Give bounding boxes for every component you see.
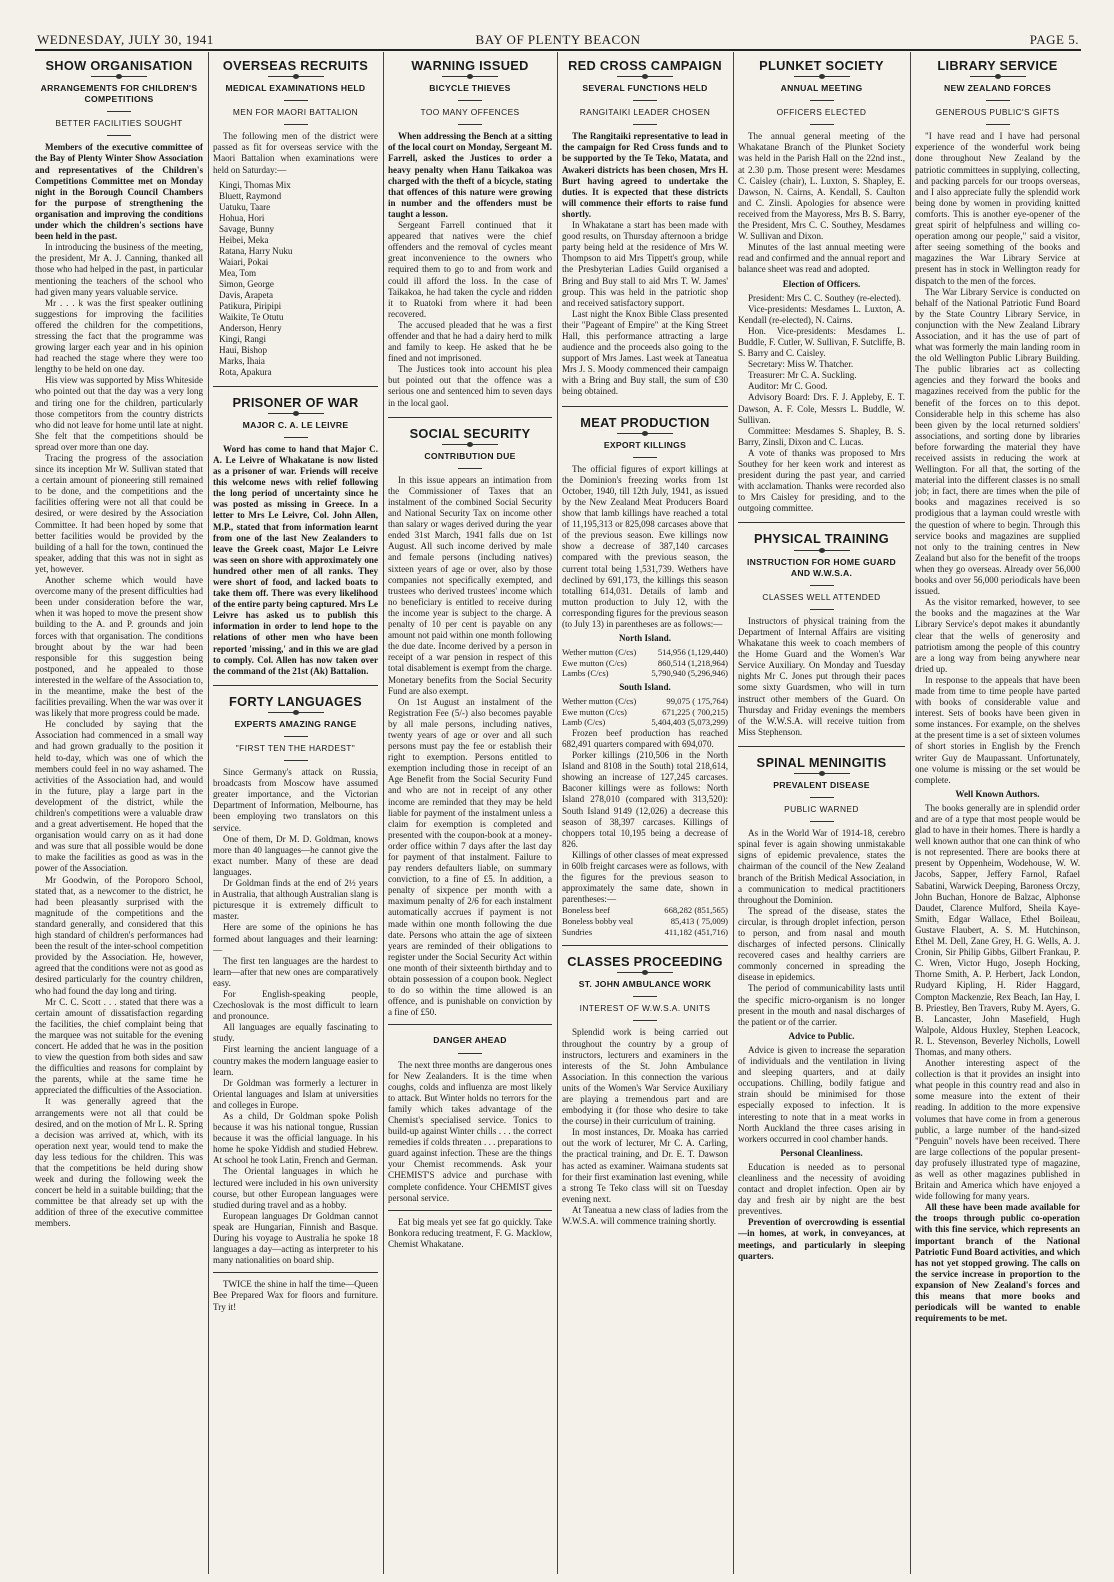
row-label: Sundries	[562, 926, 593, 937]
row-value: 5,404,403 (5,073,299)	[651, 717, 728, 728]
paragraph: Auditor: Mr C. Good.	[748, 381, 828, 392]
short-rule	[633, 1020, 657, 1021]
paragraph: All these have been made available for the troops through public co-operation with this fine service, which represents an important branch of the National Patriotic Fund Board activities, and which has not yet stopped growing. The calls on the service increase in proportion to the expansion of New Zealand's forces and this means that more books and periodicals will be wanted to enable requirements to be met.	[915, 1202, 1080, 1324]
article-subdeck: "FIRST TEN THE HARDEST"	[235, 743, 356, 753]
page-number: PAGE 5.	[1029, 32, 1079, 47]
short-rule	[284, 760, 308, 761]
row-label: Ewe mutton (C/cs)	[562, 657, 627, 668]
paragraph: Dr Goldman was formerly a lecturer in Oriental languages and Islam at universities and colleges in Europe.	[213, 1077, 378, 1110]
paragraph: Porker killings (210,506 in the North Island and 8108 in the South) total 218,614, showing an increase of 127,245 carcases. Baconer killings were as follows: North Island 278,010 (compared with 313,520): South Island 9149 (12,026) a decrease this season of 38,397 carcases. Killings of choppers total 10,195 being a decrease of 826.	[562, 750, 728, 849]
table-row	[562, 717, 728, 728]
ornament-rule	[268, 413, 324, 414]
paragraph: Tracing the progress of the association since its inception Mr W. Sullivan stated that a certain amount of pioneering still remained to be done, and the competitions and the facilities offering were not all that could be desired, or were desired by the Association Committee. It had been hoped by some that better facilities would be provided by the building of a hall for the town, continued the speaker, adding that this was not in sight as yet, however.	[35, 453, 203, 574]
short-rule	[810, 100, 834, 101]
paragraph: As a child, Dr Goldman spoke Polish because it was his national tongue, Russian because it was the official language. In his home he spoke Yiddish and studied Hebrew. At school he took Latin, French and German.	[213, 1111, 378, 1166]
short-rule	[458, 100, 482, 101]
advert-text: Eat big meals yet see fat go quickly. Take Bonkora reducing treatment, F. G. Macklow, Chemist Whakatane.	[388, 1216, 552, 1249]
paragraph: Prevention of overcrowding is essential—in homes, at work, in conveyances, at meetings, and particularly in sleeping quarters.	[738, 1217, 905, 1261]
article-headline: PRISONER OF WAR	[213, 386, 378, 408]
article-lead: Members of the executive committee of the Bay of Plenty Winter Show Association and representatives of the Children's Competitions Committee met on Monday night in the Borough Council Chambers for the purpose of strengthening the organisation and improving the conditions under which the children's sections have been held in the past.	[35, 142, 203, 242]
list-item: Hohua, Hori	[219, 212, 265, 223]
article-lead: When addressing the Bench at a sitting of the local court on Monday, Sergeant M. Farrell, asked the Justices to order a heavy penalty when Hanu Taikakoa was charged with the theft of a bicycle, stating that offences of this nature were growing in number and the offenders must be taught a lesson.	[388, 131, 552, 219]
article-headline: CLASSES PROCEEDING	[562, 945, 728, 967]
short-rule	[986, 124, 1010, 125]
table-row	[562, 696, 728, 707]
article-headline: WARNING ISSUED	[411, 58, 529, 73]
row-value: 860,514 (1,218,964)	[657, 657, 728, 668]
paragraph: In most instances, Dr. Moaka has carried out the work of lecturer, Mr C. A. Carling, the practical training, and Dr. E. T. Dawson has acted as examiner. Waimana students sat for their first examination last evening, while a strong Te Teko class will sit on Tuesday evening next.	[562, 1127, 728, 1204]
advertisement	[388, 1210, 552, 1250]
row-value: 85,413 ( 75,009)	[670, 915, 728, 926]
list-item: Davis, Arapeta	[219, 289, 274, 300]
list-item: Kingi, Rangi	[219, 333, 266, 344]
advert-text: The next three months are dangerous ones for New Zealanders. It is the time when coughs, colds and influenza are most likely to attack. But Winter holds no terrors for the family which takes advantage of the Chemist's specialised service. Tonics to build-up against Winter chills . . . the correct remedies if colds threaten . . . preparations to guard against infection. These are the things your Chemist recommends. Ask your CHEMIST'S advice and purchase with complete confidence. Your CHEMIST gives personal service.	[388, 1059, 552, 1203]
paragraph: Secretary: Miss W. Thatcher.	[748, 359, 854, 370]
ornament-rule	[794, 773, 850, 774]
paragraph: The spread of the disease, states the circular, is through droplet infection, person to person, and from nasal and mouth discharges of infected persons. Clinically recovered cases and healthy carriers are commonly concerned in spreading the disease in epidemics.	[738, 905, 905, 983]
paragraph: Frozen beef production has reached 682,491 quarters compared with 694,070.	[562, 727, 728, 749]
short-rule	[810, 585, 834, 586]
paragraph: The first ten languages are the hardest to learn—after that new ones are comparatively easy.	[213, 955, 378, 988]
row-label: Lamb (C/cs)	[562, 717, 606, 728]
article-subdeck: OFFICERS ELECTED	[776, 107, 867, 118]
paragraph: Last night the Knox Bible Class presented their "Pageant of Empire" at the King Street Hall, this performance attracting a large audience and the proceeds also going to the support of Mrs James. Last week at Taneatua Mrs J. S. Moody commenced their campaign with a Bring and Buy stall, the sum of £30 being obtained.	[562, 308, 728, 397]
paragraph: Hon. Vice-presidents: Mesdames L. Buddle, F. Cutler, W. Sullivan, F. Sutcliffe, B. S. Barry and C. Caisley.	[738, 325, 905, 359]
list-item: Waiari, Pokai	[219, 256, 269, 267]
short-rule	[633, 996, 657, 997]
list-item: Marks, Ihaia	[219, 355, 265, 366]
column-rule	[910, 52, 911, 1574]
ornament-rule	[617, 433, 673, 434]
table-row	[562, 927, 728, 938]
table-row	[562, 916, 728, 927]
paragraph: His view was supported by Miss Whiteside who pointed out that the day was a very long and tiring one for the children, particularly those competitors from the country districts who did not leave for home until late at night. She felt that the competitions should be spread over more than one day.	[35, 375, 203, 452]
paragraph: In this issue appears an intimation from the Commissioner of Taxes that an instalment of the combined Social Security and National Security Tax on income other than salary or wages derived during the year ended 31st March, 1941 falls due on 1st August. All such income derived by male and female persons (including natives) sixteen years of age or over, also by those companies not specifically exempted, and trustees who derived trustees' income which no beneficiary is entitled to receive during the income year is subject to the charge. A penalty of 10 per cent is payable on any amount not paid within one month following the due date. Income derived by a person in receipt of a war pension in respect of this total disablement is exempt from the charge. Monetary benefits from the Social Security Fund are also exempt.	[388, 474, 552, 696]
paragraph: Dr Goldman finds at the end of 2½ years in Australia, that although Australian slang is picturesque it is extremely difficult to master.	[213, 878, 378, 922]
short-rule	[107, 135, 131, 136]
list-item: Bluett, Raymond	[219, 190, 282, 201]
row-label: Lambs (C/cs)	[562, 668, 609, 679]
row-value: 5,790,940 (5,296,946)	[651, 668, 728, 679]
article-subdeck: RANGITAIKI LEADER CHOSEN	[579, 107, 711, 118]
article-subdeck: PUBLIC WARNED	[784, 804, 859, 815]
paragraph: First learning the ancient language of a country makes the modern language easier to learn.	[213, 1044, 378, 1077]
article-deck: ARRANGEMENTS FOR CHILDREN'S COMPETITIONS	[40, 83, 198, 105]
ornament-rule	[91, 76, 147, 77]
paragraph: Advisory Board: Drs. F. J. Appleby, E. T. Dawson, A. F. Cole, Messrs L. Buddle, W. Sullivan.	[738, 392, 905, 425]
paragraph: Education is needed as to personal cleanliness and the necessity of avoiding contact and droplet infection. Open air by day and fresh air by night are the best preventives.	[738, 1161, 905, 1217]
row-value: 99,075 ( 175,764)	[666, 696, 728, 707]
ornament-rule	[794, 76, 850, 77]
column-rule	[383, 52, 384, 1574]
article-headline: SHOW ORGANISATION	[45, 58, 193, 73]
paragraph: One of them, Dr M. D. Goldman, knows more than 40 languages—he cannot give the exact number. Many of these are dead languages.	[213, 833, 378, 877]
section-subhead: Personal Cleanliness.	[780, 1147, 863, 1158]
paragraph: The accused pleaded that he was a first offender and that he had a dairy herd to milk and family to keep. He asked that he be fined and not imprisoned.	[388, 319, 552, 364]
ornament-rule	[268, 76, 324, 77]
section-subhead: Well Known Authors.	[955, 788, 1040, 799]
ornament-rule	[268, 712, 324, 713]
paragraph: At Taneatua a new class of ladies from the W.W.S.A. will commence training shortly.	[562, 1204, 728, 1227]
article-headline: PLUNKET SOCIETY	[759, 58, 884, 73]
paragraph: Killings of other classes of meat expressed in 60lb freight carcases were as follows, with the figures for the previous season to approximately the same date, shown in parentheses:—	[562, 849, 728, 905]
article-deck: CONTRIBUTION DUE	[424, 450, 516, 461]
article-headline: OVERSEAS RECRUITS	[222, 58, 369, 73]
paragraph: As in the World War of 1914-18, cerebro spinal fever is again showing unmistakable signs of epidemic prevalence, states the chairman of the council of the New Zealand branch of the British Medical Association, in a communication to medical practitioners throughout the Dominion.	[738, 828, 905, 905]
list-item: Ratana, Harry Nuku	[219, 245, 293, 256]
column-rule	[208, 52, 209, 1574]
article-subdeck: BETTER FACILITIES SOUGHT	[55, 118, 183, 129]
article-headline: PHYSICAL TRAINING	[738, 522, 905, 544]
short-rule	[810, 609, 834, 610]
other-meat-table	[562, 905, 728, 937]
paragraph: Advice is given to increase the separation of individuals and the ventilation in living and sleeping quarters, and at daily occupations. Chilling, bodily fatigue and strain should be minimised for those especially exposed to infection. It is interesting to note that in a meat works in North Auckland the three cases arising in workers occurred in cool chamber hands.	[738, 1044, 905, 1144]
paragraph: Another scheme which would have overcome many of the present difficulties had been under consideration before the war, when it was hoped to move the present show building to the A. and P. grounds and join forces with that organisation. The conditions brought about by the war had been responsible for this suggestion being postponed, and he appealed to those interested in the welfare of the Association to, in the meantime, make the best of the facilities prevailing. When the war was over it was likely that more progress could be made.	[35, 575, 203, 719]
row-label: Ewe mutton (C/cs)	[562, 706, 627, 717]
paragraph: For English-speaking people, Czechoslovak is the most difficult to learn and pronounce.	[213, 988, 378, 1022]
article-deck: MEDICAL EXAMINATIONS HELD	[225, 83, 366, 94]
short-rule	[284, 736, 308, 737]
short-rule	[633, 100, 657, 101]
article-subdeck: TOO MANY OFFENCES	[420, 107, 520, 118]
paragraph: The books generally are in splendid order and are of a type that most people would be glad to have in their homes. There is hardly a well known author that one can think of who is not represented. There are books there at present by Oppenheim, Wodehouse, W. W. Jacobs, Sapper, Jeffery Farnol, Rafael Sabatini, Warwick Deeping, Baroness Orczy, John Buchan, Honore de Balzac, Alphonse Daudet, Clarence Mulford, Sheila Kaye-Smith, Edgar Wallace, Ethel Boileau, Gustave Flaubert, A. S. M. Hutchinson, Ethel M. Dell, Zane Grey, H. G. Wells, A. J. Cronin, Sir Philip Gibbs, Gilbert Frankau, P. C. Wren, Victor Hugo, Joseph Hocking, Thorne Smith, A. P. Herbert, Jack London, Rudyard Kipling, H. Rider Haggard, Compton Mackenzie, Rex Beach, Ian Hay, I. B. Priestley, Ben Travers, Ruby M. Ayers, G. B. Lancaster, John Masefield, Hugh Walpole, Aldous Huxley, Stephen Leacock, R. L. Stevenson, Beverley Nicholls, Lowell Thomas, and many others.	[915, 802, 1080, 1057]
article-deck: SEVERAL FUNCTIONS HELD	[582, 83, 708, 94]
paragraph: The War Library Service is conducted on behalf of the National Patriotic Fund Board by the State Country Library Service, in conjunction with the New Zealand Library Association, and it has the use of part of what was formerly the main landing room in the old Wellington Public Library Building. The public libraries act as collecting agencies and they forward the books and magazines received from the public for the benefit of the forces on to this depot. Considerable help in this scheme has also been given by the local returned soldiers' associations, and sorting done by libraries before forwarding the material they have received assists in reducing the work at Wellington. For all that, the sorting of the material into the different classes is no small job; in fact, there are times when the pile of books and magazines received is so prodigious that a layman could wrestle with the question of where to begin. Through this service books and magazines are supplied not only to the training centres in New Zealand but also for the benefit of the troops when they go overseas. Already over 56,000 books and over 56,000 periodicals have been issued.	[915, 286, 1080, 597]
paragraph: The period of communicability lasts until the specific micro-organism is no longer present in the mouth and nasal discharges of the patient or of the carrier.	[738, 983, 905, 1027]
column-rule	[557, 52, 558, 1574]
article-headline: MEAT PRODUCTION	[562, 406, 728, 428]
row-value: 411,182 (451,716)	[664, 926, 728, 937]
masthead	[35, 31, 1081, 51]
paragraph: The following men of the district were passed as fit for overseas service with the Maori Battalion when examinations were held on Saturday:—	[213, 131, 378, 175]
paragraph: On 1st August an instalment of the Registration Fee (5/-) also becomes payable by all male persons, including natives, twenty years of age or over and all such persons must pay the fee or establish their right to exemption. Persons entitled to exemption including those in receipt of an Age Benefit from the Social Security Fund and who are not in receipt of any other income are reminded that they may be held liable for payment of the instalment unless a claim for exemption is completed and presented with the coupon-book at a money-order office within 7 days after the last day for payment of that instalment. Failure to pay renders defaulters liable, on summary conviction, to a fine of £5. In addition, a penalty of sixpence per month with a maximum penalty of 2/6 for each instalment automatically accrues if payment is not made within one month following the due date. Persons who attain the age of sixteen years are reminded of their obligations to register under the Social Security Act within one month of their sixteenth birthday and to obtain possession of a coupon book. Neglect to do so within the time allowed is an offence, and is punishable on conviction by a fine of £50.	[388, 696, 552, 1018]
article-headline: RED CROSS CAMPAIGN	[568, 58, 722, 73]
list-item: Uatuku, Taare	[219, 201, 271, 212]
table-row	[562, 707, 728, 718]
paragraph: Minutes of the last annual meeting were read and confirmed and the annual report and balance sheet was read and adopted.	[738, 242, 905, 275]
section-subhead: Advice to Public.	[788, 1030, 855, 1041]
south-island-table	[562, 696, 728, 728]
paragraph: All languages are equally fascinating to study.	[213, 1022, 378, 1044]
article-deck: EXPERTS AMAZING RANGE	[234, 718, 357, 729]
paragraph: Committee: Mesdames S. Shapley, B. S. Barry, Zinsli, Dixon and C. Lucas.	[738, 425, 905, 447]
paragraph: The annual general meeting of the Whakatane Branch of the Plunket Society was held in the Parish Hall on the 22nd inst., at 2.30 p.m. Those present were: Mesdames C. Caisley (chair), L. Luxton, S. Shapley, E. Dawson, N. Cairns, A. Kendall, S. Caulton and C. Zinsli. Apologies for absence were received from the Mayoress, Mrs B. S. Barry, the President, Mrs C. C. Southey, Mesdames W. Sullivan and Dixon.	[738, 131, 905, 242]
paragraph: Mr C. C. Scott . . . stated that there was a certain amount of dissatisfaction regarding the facilities, the chief complaint being that the marquee was not suitable for the evening concert. He added that he was in the position to view the question from both sides and saw the difficulties and reasons for complaint by the parents, while at the same time he appreciated the difficulties of the Association.	[35, 996, 203, 1096]
short-rule	[633, 124, 657, 125]
paragraph: European languages Dr Goldman cannot speak are Hungarian, Finnish and Basque. During his voyage to Australia he spoke 18 languages a day—acting as interpreter to his many nationalities on board ship.	[213, 1210, 378, 1266]
list-item: Kingi, Thomas Mix	[219, 179, 291, 190]
paragraph: Instructors of physical training from the Department of Internal Affairs are visiting Whakatane this week to coach members of the Home Guard and the Women's War Service Auxiliary. On Monday and Tuesday nights Mr C. Jones put through their paces some sixty Guardsmen, who will in turn instruct other members of the Guard. On Thursday and Friday evenings the members of the W.W.S.A. will receive tuition from Miss Stephenson.	[738, 615, 905, 737]
article-deck: EXPORT KILLINGS	[603, 439, 687, 450]
advertisement	[213, 1272, 378, 1312]
ornament-rule	[442, 444, 498, 445]
paragraph: In Whakatane a start has been made with good results, on Thursday afternoon a bridge party being held at the residence of Mrs W. Thompson to aid Mrs Tippett's group, while the Presbyterian Ladies Guild organised a Bring and Buy stall to aid Mrs T. W. James' group. This was held in the patriotic shop and received satisfactory support.	[562, 220, 728, 308]
article-subdeck: CLASSES WELL ATTENDED	[762, 591, 881, 602]
ornament-rule	[970, 76, 1026, 77]
article-subdeck: MEN FOR MAORI BATTALION	[232, 107, 359, 118]
newspaper-title: BAY OF PLENTY BEACON	[475, 32, 641, 47]
short-rule	[810, 124, 834, 125]
table-row	[562, 905, 728, 916]
paragraph: In response to the appeals that have been made from time to time people have parted with books of considerable value and interest. Sets of books have been given in some instances. For example, on the shelves at the present time is a set of sixteen volumes of short stories in English by the French writer Guy de Maupassant. Unfortunately, one volume is missing or the set would be complete.	[915, 674, 1080, 785]
short-rule	[458, 468, 482, 469]
table-heading: South Island.	[619, 682, 671, 692]
row-value: 514,956 (1,129,440)	[657, 647, 728, 658]
list-item: Rota, Apakura	[219, 366, 272, 377]
row-label: Boneless bobby veal	[562, 915, 634, 926]
article-deck: ANNUAL MEETING	[780, 83, 863, 94]
ornament-rule	[617, 972, 673, 973]
list-item: Waikite, Te Otutu	[219, 311, 284, 322]
table-heading: North Island.	[618, 633, 672, 644]
paragraph: Since Germany's attack on Russia, broadcasts from Moscow have assumed greater importance, and the Victorian Department of Information, Melbourne, has been employing two translators on this service.	[213, 767, 378, 833]
short-rule	[458, 1053, 482, 1054]
article-subdeck: GENEROUS PUBLIC'S GIFTS	[935, 107, 1060, 118]
paragraph: Mr . . . k was the first speaker outlining suggestions for improving the facilities offered the children for the competitions, stressing the fact that the programme was growing larger each year and in his opinion had reached the stage where they were too lengthy to be held on one day.	[35, 297, 203, 375]
article-subdeck: INTEREST OF W.W.S.A. UNITS	[579, 1003, 711, 1014]
column-show-organisation	[35, 54, 203, 1574]
paragraph: Treasurer: Mr C. A. Suckling.	[748, 370, 857, 381]
article-deck: MAJOR C. A. LE LEIVRE	[242, 419, 349, 430]
paragraph: "I have read and I have had personal experience of the wonderful work being done throughout New Zealand by the patriotic committees in supplying, collecting, and packing parcels for our troops overseas, and I also appreciate fully the splendid work being done by women in providing knitted comforts. This is another eye-opener of the great spirit of helpfulness and willing co-operation among our people," said a visitor, after seeing something of the books and magazines the War Library Service at present has in stock in Wellington ready for dispatch to the men of the forces.	[915, 131, 1080, 286]
ornament-rule	[794, 550, 850, 551]
short-rule	[633, 457, 657, 458]
short-rule	[284, 100, 308, 101]
article-headline: SPINAL MENINGITIS	[738, 746, 905, 768]
paragraph: The official figures of export killings at the Dominion's freezing works from 1st October, 1940, till 12th July, 1941, as issued by the New Zealand Meat Producers Board show that lamb killings have reached a total of 11,195,313 or 825,098 carcases above that of the previous season. Ewe killings now show a decrease of 387,140 carcases compared with the previous season, the current total being 1,531,739. Wethers have declined by 691,173, the killings this season totalling 614,031. Details of lamb and mutton production to July 12, with the corresponding figures for the previous season (to July 13) in parentheses are as follows:—	[562, 463, 728, 630]
advert-text: TWICE the shine in half the time—Queen Bee Prepared Wax for floors and furniture. Try it!	[213, 1279, 378, 1312]
short-rule	[810, 797, 834, 798]
short-rule	[284, 437, 308, 438]
table-row	[562, 668, 728, 679]
column-overseas-recruits	[213, 54, 378, 1574]
paragraph: Vice-presidents: Mesdames L. Luxton, A. Kendall (re-elected), N. Cairns.	[738, 303, 905, 325]
short-rule	[458, 124, 482, 125]
paragraph: Another interesting aspect of the collection is that it provides an insight into what people in this country read and also in some measure into the extent of their reading. In addition to the more expensive volumes that have come in from a generous public, a large number of the hand-sized "Penguin" novels have been received. There are large collections of the popular present-day profusely illustrated type of magazine, as well as other magazines published in Britain and America which have enjoyed a wide following for many years.	[915, 1058, 1080, 1202]
column-plunket-society	[738, 54, 905, 1574]
paragraph: A vote of thanks was proposed to Mrs Southey for her keen work and interest as president during the past year, and carried with acclamation. Thanks were recorded also to Mrs Caisley for presiding, and to the outgoing committee.	[738, 447, 905, 514]
ornament-rule	[617, 76, 673, 77]
ornament-rule	[442, 76, 498, 77]
issue-date: WEDNESDAY, JULY 30, 1941	[37, 32, 214, 47]
article-deck: PREVALENT DISEASE	[773, 779, 870, 790]
north-island-table	[562, 647, 728, 679]
paragraph: Splendid work is being carried out throughout the country by a group of instructors, lecturers and examiners in the interests of the St. John Ambulance Association. In this connection the various units of the Women's War Service Auxiliary are playing a tremendous part and are embodying it (for those who desire to take the course) in their curriculum of training.	[562, 1027, 728, 1127]
table-row	[562, 658, 728, 669]
paragraph: In introducing the business of the meeting, the president, Mr A. J. Canning, thanked all those who had helped in the past, in particular mentioning the teachers of the school who had given many years valuable service.	[35, 242, 203, 297]
short-rule	[810, 821, 834, 822]
list-item: Patikura, Piripipi	[219, 300, 282, 311]
list-item: Anderson, Henry	[219, 322, 282, 333]
article-deck: NEW ZEALAND FORCES	[943, 83, 1052, 94]
paragraph: President: Mrs C. C. Southey (re-elected).	[748, 292, 902, 303]
row-label: Boneless beef	[562, 905, 610, 916]
short-rule	[986, 100, 1010, 101]
list-item: Haui, Bishop	[219, 344, 267, 355]
paragraph: He concluded by saying that the Association had commenced in a small way and had grown gradually to the position it held to-day, which was one of which the members could feel in no way ashamed. The activities of the Association had, and would in the future, play a large part in the development of the district, while the children's competitions were a valuable draw and a great advertisement. He hoped that the organisation would carry on as it had done and was sure that all possible would be done to make the facilities as good as was in the power of the Association.	[35, 719, 203, 874]
article-headline: SOCIAL SECURITY	[388, 417, 552, 439]
section-subhead: Election of Officers.	[782, 278, 861, 289]
short-rule	[107, 111, 131, 112]
article-deck: BICYCLE THIEVES	[429, 83, 511, 94]
column-warning-issued	[388, 54, 552, 1574]
row-value: 671,225 ( 700,215)	[662, 706, 728, 717]
paragraph: Sergeant Farrell continued that it appeared that natives were the chief offenders and the removal of cycles meant great inconvenience to the owners who required them to go to and from work and could ill afford the loss. In the case of Taikakoa, he had taken the cycle and ridden it to Ruatoki from where it had been recovered.	[388, 220, 552, 319]
article-deck: ST. JOHN AMBULANCE WORK	[578, 979, 712, 990]
row-value: 668,282 (851,565)	[664, 905, 728, 916]
article-deck: INSTRUCTION FOR HOME GUARD AND W.W.S.A.	[746, 556, 897, 578]
article-lead: Word has come to hand that Major C. A. Le Leivre of Whakatane is now listed as a prisoner of war. Friends will receive this welcome news with relief following the long period of uncertainty since he was posted as missing in Greece. In a letter to Mrs Le Leivre, Col. John Allen, M.P., stated that from information learnt from one of the last New Zealanders to leave the Greek coast, Major Le Leivre was seen on shore with approximately one hundred other men of all ranks. They were short of food, and lacked boats to take them off. There was every likelihood of the entire party being captured. Mrs Le Leivre has asked us to publish this information in order to lend hope to the relations of other men who have been reported 'missing,' and in this we are glad to comply. Col. Allen has now taken over the command of the 21st (Ak) Battalion.	[213, 443, 378, 676]
paragraph: Here are some of the opinions he has formed about languages and their learning:—	[213, 922, 378, 955]
short-rule	[284, 124, 308, 125]
column-library-service	[915, 54, 1080, 1574]
article-lead: The Rangitaiki representative to lead in the campaign for Red Cross funds and to be supported by the Te Teko, Matata, and Awakeri districts has been chosen, Mrs H. Burt having agreed to undertake the duties. It is expected that these districts will commence their efforts to raise fund shortly.	[562, 131, 728, 219]
advert-headline: DANGER AHEAD	[433, 1035, 507, 1046]
list-item: Mea, Tom	[219, 267, 257, 278]
column-rule	[733, 52, 734, 1574]
column-red-cross	[562, 54, 728, 1574]
paragraph: It was generally agreed that the arrangements were not all that could be desired, and on the motion of Mr L. R. Spring a decision was arrived at, which, with its operation next year, would tend to make the day less tedious for the children. This was that the competitions be held during show week and during the following week the concert be held in a suitable building; that the committee be that already set up with the addition of three of the executive committee members.	[35, 1096, 203, 1229]
paragraph: The Oriental languages in which he lectured were included in his own university course, but other European languages were studied during travel and as a hobby.	[213, 1166, 378, 1210]
paragraph: As the visitor remarked, however, to see the books and the magazines at the War Library Service's depot makes it abundantly clear that the wells of generosity and patriotism among the people of this country are a long way from being anywhere near dried up.	[915, 597, 1080, 674]
row-label: Wether mutton (C/cs)	[562, 696, 637, 707]
paragraph: Mr Goodwin, of the Poroporo School, stated that, as a newcomer to the district, he had been pleasantly surprised with the magnitude of the competitions and the standard generally, and considered that this high standard of children's performances had been the result of the inter-school competition provided by the Association. He, however, agreed that the conditions were not as good as desired particularly for the country children, who had found the day long and tiring.	[35, 874, 203, 996]
article-headline: LIBRARY SERVICE	[937, 58, 1058, 73]
list-item: Heibei, Meka	[219, 234, 269, 245]
paragraph: The Justices took into account his plea but pointed out that the offence was a serious one and sentenced him to seven days in the local gaol.	[388, 364, 552, 408]
row-label: Wether mutton (C/cs)	[562, 647, 637, 658]
recruit-list	[219, 180, 378, 378]
advertisement	[388, 1024, 552, 1203]
list-item: Savage, Bunny	[219, 223, 275, 234]
list-item: Simon, George	[219, 278, 274, 289]
table-row	[562, 647, 728, 658]
article-headline: FORTY LANGUAGES	[213, 685, 378, 707]
